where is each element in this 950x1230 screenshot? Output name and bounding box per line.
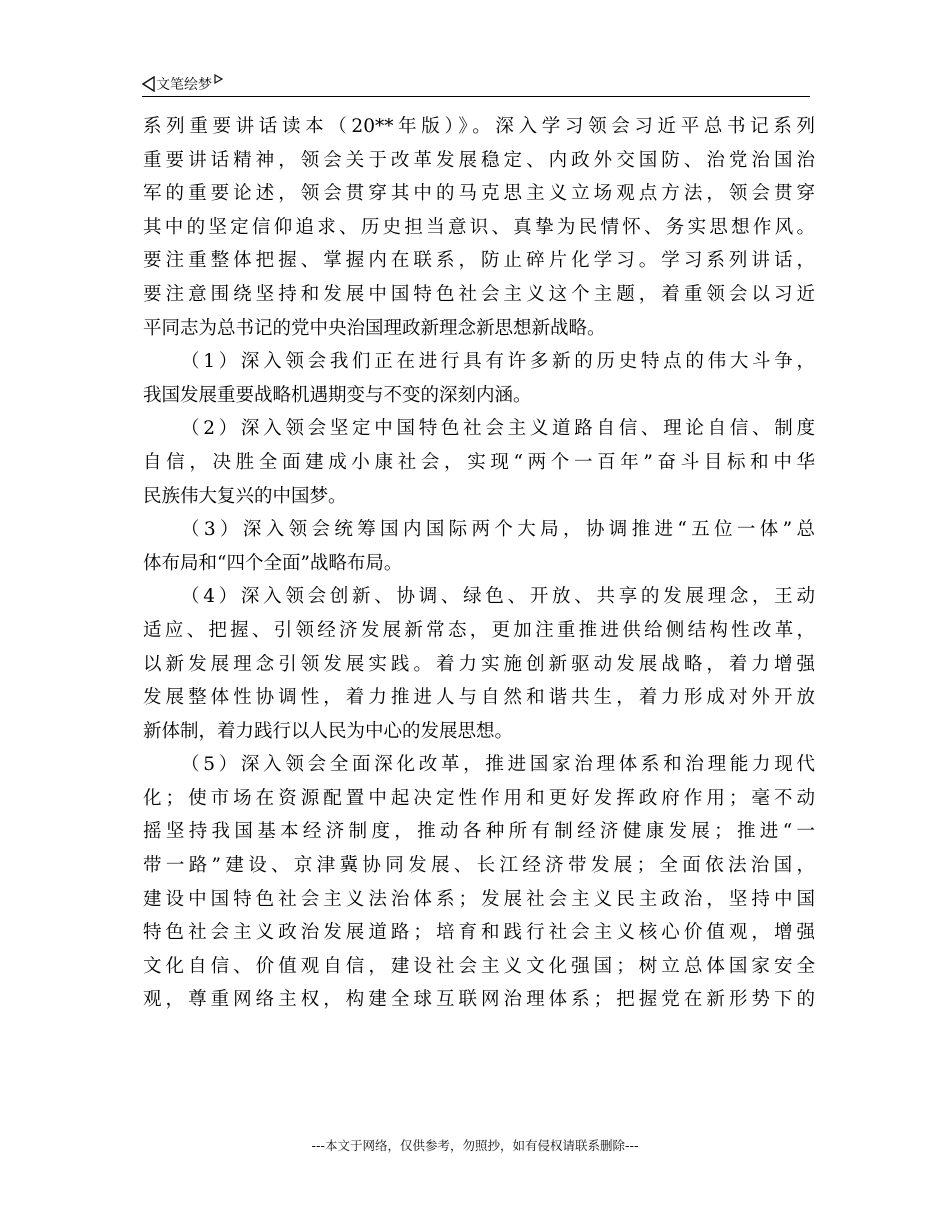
document-body: [143, 110, 815, 1017]
text-line: 其中的坚定信仰追求、历史担当意识、真挚为民情怀、务实思想作风。: [143, 216, 815, 238]
left-triangle-icon: [142, 76, 156, 92]
text-line: 重要讲话精神，领会关于改革发展稳定、内政外交国防、治党治国治: [143, 149, 815, 171]
text-line: 体布局和“四个全面”战略布局。: [143, 552, 403, 574]
text-line: 带一路”建设、京津冀协同发展、长江经济带发展；全面依法治国，: [143, 855, 815, 877]
text-line: 特色社会主义政治发展道路；培育和践行社会主义核心价值观，增强: [143, 922, 815, 944]
text-line: 我国发展重要战略机遇期变与不变的深刻内涵。: [143, 384, 532, 406]
text-line: 民族伟大复兴的中国梦。: [143, 485, 347, 507]
text-line: 观，尊重网络主权，构建全球互联网治理体系；把握党在新形势下的: [143, 989, 815, 1011]
text-line: （1）深入领会我们正在进行具有许多新的历史特点的伟大斗争，: [181, 351, 815, 373]
header-rule: [142, 96, 810, 97]
right-triangle-icon: [214, 74, 223, 88]
text-line: 文化自信、价值观自信，建设社会主义文化强国；树立总体国家安全: [143, 955, 815, 977]
header-logo: [142, 74, 223, 94]
text-line: 新体制，着力践行以人民为中心的发展思想。: [143, 720, 514, 742]
text-line: （4）深入领会创新、协调、绿色、开放、共享的发展理念，王动: [181, 586, 815, 608]
text-line: （3）深入领会统筹国内国际两个大局，协调推进“五位一体”总: [181, 519, 815, 541]
text-line: 系列重要讲话读本（20**年版）》。深入学习领会习近平总书记系列: [143, 116, 815, 137]
text-line: （2）深入领会坚定中国特色社会主义道路自信、理论自信、制度: [181, 418, 815, 440]
text-line: 摇坚持我国基本经济制度，推动各种所有制经济健康发展；推进“一: [143, 821, 815, 843]
text-line: 要注意围绕坚持和发展中国特色社会主义这个主题，着重领会以习近: [143, 283, 815, 305]
text-line: 要注重整体把握、掌握内在联系，防止碎片化学习。学习系列讲话，: [143, 250, 815, 272]
text-line: 适应、把握、引领经济发展新常态，更加注重推进供给侧结构性改革，: [143, 619, 815, 641]
text-line: 平同志为总书记的党中央治国理政新理念新思想新战略。: [143, 317, 606, 339]
text-line: 建设中国特色社会主义法治体系；发展社会主义民主政治，坚持中国: [143, 888, 815, 910]
logo-text: 文笔绘梦: [156, 77, 212, 93]
text-line: 军的重要论述，领会贯穿其中的马克思主义立场观点方法，领会贯穿: [143, 183, 815, 205]
text-line: 以新发展理念引领发展实践。着力实施创新驱动发展战略，着力增强: [143, 653, 815, 675]
text-line: （5）深入领会全面深化改革，推进国家治理体系和治理能力现代: [181, 754, 815, 776]
footer-disclaimer: ---本文于网络，仅供参考，勿照抄，如有侵权请联系删除---: [311, 1138, 639, 1153]
text-line: 发展整体性协调性，着力推进人与自然和谐共生，着力形成对外开放: [143, 687, 815, 709]
text-line: 化；使市场在资源配置中起决定性作用和更好发挥政府作用；毫不动: [143, 787, 815, 809]
text-line: 自信，决胜全面建成小康社会，实现“两个一百年”奋斗目标和中华: [143, 451, 815, 473]
